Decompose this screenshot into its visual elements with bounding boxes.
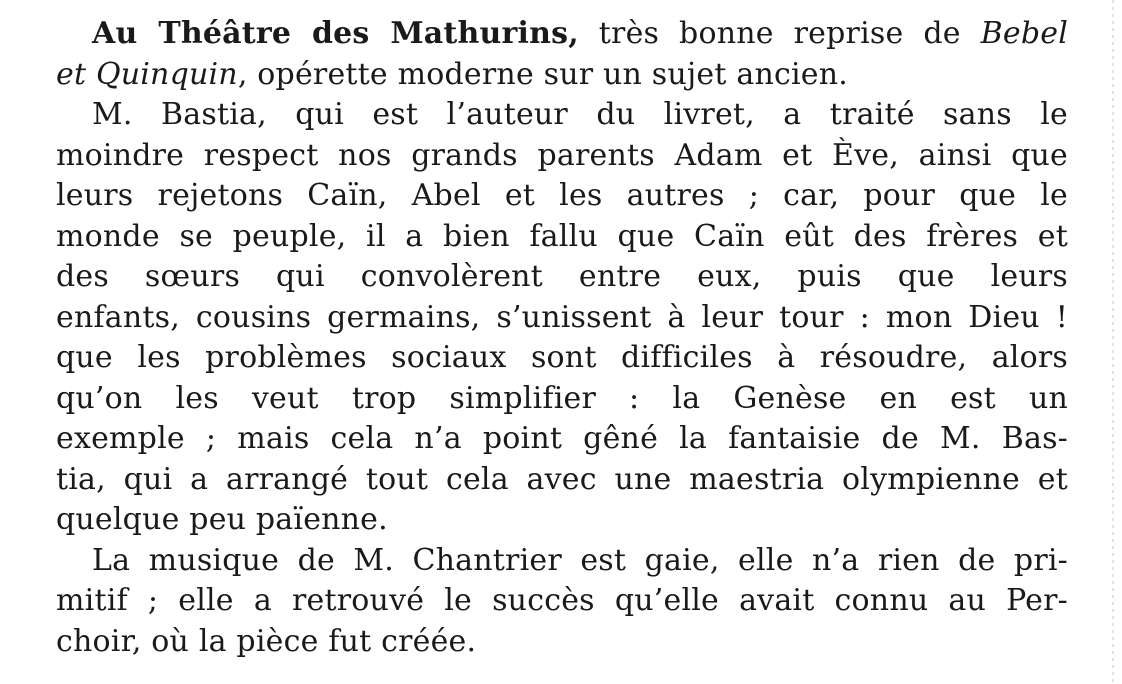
paragraph-2-line: exemple ; mais cela n’a point gêné la fantaisie de M. Bas-: [56, 421, 1068, 456]
scan-edge-mark: [1112, 0, 1114, 684]
paragraph-2-line: qu’on les veut trop simplifier : la Genèse en est un: [56, 380, 1068, 416]
article-text: [56, 14, 1068, 662]
paragraph-2-line: monde se peuple, il a bien fallu que Caïn eût des frères et: [56, 218, 1068, 254]
paragraph-2-line: que les problèmes sociaux sont difficiles à résoudre, alors: [56, 340, 1068, 375]
paragraph-2-line: tia, qui a arrangé tout cela avec une maestria olympienne et: [56, 461, 1068, 497]
paragraph-2-line: enfants, cousins germains, s’unissent à leur tour : mon Dieu !: [56, 299, 1068, 335]
paragraph-2-line: quelque peu païenne.: [56, 502, 388, 537]
theatre-name: Au Théâtre des Mathurins,: [92, 16, 579, 51]
paragraph-1-line-1: [56, 14, 1068, 55]
play-title-part-1: Bebel: [980, 16, 1068, 51]
play-title-part-2: et Quinquin: [56, 56, 238, 92]
paragraph-1-text-b: , opérette moderne sur un sujet ancien.: [237, 56, 848, 92]
paragraph-1-text-a: très bonne reprise de: [578, 16, 981, 51]
paragraph-2-line: M. Bastia, qui est l’auteur du livret, a traité sans le: [92, 97, 1068, 132]
paragraph-3-line: mitif ; elle a retrouvé le succès qu’elle avait connu au Per-: [56, 583, 1068, 618]
paragraph-3-line: La musique de M. Chantrier est gaie, elle n’a rien de pri-: [92, 542, 1068, 578]
paragraph-2-line: moindre respect nos grands parents Adam et Ève, ainsi que: [56, 137, 1068, 173]
paragraph-3-line: choir, où la pièce fut créée.: [56, 623, 477, 659]
paragraph-2-line: des sœurs qui convolèrent entre eux, puis que leurs: [56, 259, 1068, 294]
paragraph-1-line-2: [56, 55, 1068, 96]
paragraph-2-line: leurs rejetons Caïn, Abel et les autres ; car, pour que le: [56, 178, 1068, 213]
